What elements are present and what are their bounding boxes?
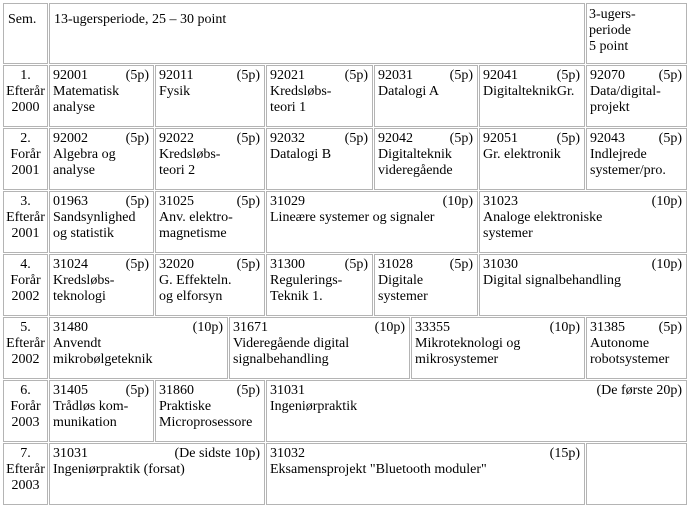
course-points: (5p): [344, 257, 368, 272]
semester-year: 2003: [11, 415, 40, 430]
course-points: (5p): [344, 68, 368, 83]
course-title-line-1: Anvendt: [53, 336, 102, 351]
course-title-line-1: Kredsløbs-: [53, 273, 115, 288]
course-title-line-1: Sandsynlighed: [53, 210, 136, 225]
header-13-week-label: 13-ugersperiode, 25 – 30 point: [54, 12, 227, 27]
course-title-line-2: systemer: [378, 289, 428, 304]
course-code: 31024: [53, 257, 88, 272]
semester-year: 2002: [11, 289, 40, 304]
course-title: [378, 84, 439, 100]
course-title-line-1: DigitalteknikGr.: [483, 84, 575, 99]
course-title: [159, 399, 252, 431]
course-cell: [586, 65, 687, 127]
course-code: 92043: [590, 131, 625, 146]
course-code: 31031: [53, 446, 88, 461]
semester-label-cell: [3, 317, 48, 379]
course-cell: [49, 128, 154, 190]
semester-season: Forår: [10, 147, 41, 162]
header-3-week-period: [586, 3, 687, 64]
course-cell: [229, 317, 410, 379]
course-title-line-2: Microprosessore: [159, 415, 253, 430]
course-points: (10p): [374, 320, 405, 335]
course-cell: [49, 254, 154, 316]
course-title-line-1: G. Effekteln.: [159, 273, 232, 288]
semester-label-cell: [3, 254, 48, 316]
semester-number: 1.: [20, 68, 31, 83]
course-code: 31028: [378, 257, 413, 272]
course-cell: [155, 380, 265, 442]
course-title-line-1: Mikroteknologi og: [415, 336, 521, 351]
course-cell: [479, 128, 585, 190]
course-cell: [155, 65, 265, 127]
course-cell: [266, 191, 478, 253]
course-title: [378, 273, 428, 305]
semester-year: 2000: [11, 100, 40, 115]
semester-year: 2001: [11, 163, 40, 178]
course-title-line-2: magnetisme: [159, 226, 227, 241]
semester-label-cell: [3, 380, 48, 442]
course-title-line-1: Ingeniørpraktik (forsat): [53, 462, 185, 477]
course-title-line-1: Trådløs kom-: [53, 399, 129, 414]
course-code: 92002: [53, 131, 88, 146]
semester-year: 2001: [11, 226, 40, 241]
course-points: (5p): [449, 131, 473, 146]
course-code: 92070: [590, 68, 625, 83]
semester-year: 2003: [11, 478, 40, 493]
course-cell: [155, 128, 265, 190]
course-points: (15p): [549, 446, 580, 461]
course-title-line-1: Analoge elektroniske: [483, 210, 603, 225]
course-title-line-1: Kredsløbs-: [159, 147, 221, 162]
course-points: (5p): [236, 131, 260, 146]
course-points: (10p): [651, 257, 682, 272]
course-title: [53, 147, 116, 179]
course-title-line-1: Digitale: [378, 273, 424, 288]
semester-number: 7.: [20, 446, 31, 461]
course-title: [270, 210, 434, 226]
header-semester-label: Sem.: [8, 12, 37, 27]
course-points: (10p): [192, 320, 223, 335]
course-code: 92032: [270, 131, 305, 146]
course-title: [270, 84, 331, 116]
course-cell: [266, 443, 585, 505]
course-title-line-1: Lineære systemer og signaler: [270, 210, 435, 225]
course-code: 92021: [270, 68, 305, 83]
course-code: 31025: [159, 194, 194, 209]
course-code: 92001: [53, 68, 88, 83]
course-title: [53, 273, 114, 305]
course-title: [270, 399, 357, 415]
course-cell: [586, 128, 687, 190]
course-points: (5p): [125, 194, 149, 209]
course-cell: [49, 65, 154, 127]
course-code: 33355: [415, 320, 450, 335]
course-title-line-1: Ingeniørpraktik: [270, 399, 358, 414]
semester-season: Efterår: [6, 336, 45, 351]
course-cell: [49, 191, 154, 253]
course-cell: [266, 254, 373, 316]
semester-number: 5.: [20, 320, 31, 335]
course-points: (5p): [236, 194, 260, 209]
course-title: [53, 336, 153, 368]
course-title-line-2: robotsystemer: [590, 352, 670, 367]
course-code: 92041: [483, 68, 518, 83]
header-3-week-line: 3-ugers-: [589, 7, 636, 22]
course-title-line-2: og statistik: [53, 226, 115, 241]
course-title-line-2: teori 1: [270, 100, 307, 115]
course-title-line-2: analyse: [53, 163, 95, 178]
header-3-week-line: periode: [589, 23, 631, 38]
course-title-line-1: Praktiske: [159, 399, 212, 414]
course-title-line-1: Matematisk: [53, 84, 120, 99]
course-title: [159, 147, 220, 179]
course-title-line-2: systemer/pro.: [590, 163, 666, 178]
course-cell: [266, 65, 373, 127]
course-title: [53, 210, 135, 242]
course-title: [483, 210, 602, 242]
course-code: 31385: [590, 320, 625, 335]
course-title: [233, 336, 349, 368]
course-code: 32020: [159, 257, 194, 272]
course-points: (5p): [658, 68, 682, 83]
course-points: (10p): [651, 194, 682, 209]
course-points: (5p): [125, 383, 149, 398]
course-title-line-2: projekt: [590, 100, 630, 115]
course-cell: [479, 191, 687, 253]
course-title-line-1: Algebra og: [53, 147, 116, 162]
course-points: (5p): [236, 257, 260, 272]
course-cell: [374, 65, 478, 127]
course-title: [378, 147, 453, 179]
course-code: 31031: [270, 383, 305, 398]
course-cell: [266, 128, 373, 190]
course-code: 31671: [233, 320, 268, 335]
course-cell: [49, 380, 154, 442]
course-cell: [155, 191, 265, 253]
course-title-line-2: analyse: [53, 100, 95, 115]
course-title-line-1: Anv. elektro-: [159, 210, 233, 225]
course-title-line-2: mikrobølgeteknik: [53, 352, 153, 367]
course-title-line-1: Videregående digital: [233, 336, 350, 351]
course-title-line-2: og elforsyn: [159, 289, 223, 304]
course-cell: [374, 254, 478, 316]
course-title-line-2: munikation: [53, 415, 117, 430]
header-semester-cell: [3, 3, 48, 64]
course-code: 31032: [270, 446, 305, 461]
course-title-line-1: Digital signalbehandling: [483, 273, 622, 288]
course-title: [415, 336, 520, 368]
course-title-line-2: teori 2: [159, 163, 196, 178]
course-title: [53, 462, 185, 478]
course-title-line-1: Indlejrede: [590, 147, 647, 162]
course-code: 92042: [378, 131, 413, 146]
course-code: 01963: [53, 194, 88, 209]
course-code: 31023: [483, 194, 518, 209]
semester-number: 3.: [20, 194, 31, 209]
semester-season: Efterår: [6, 462, 45, 477]
course-points: (5p): [449, 68, 473, 83]
course-cell: [586, 443, 687, 505]
course-points: (5p): [556, 68, 580, 83]
semester-label-cell: [3, 65, 48, 127]
semester-year: 2002: [11, 352, 40, 367]
course-title-line-2: Teknik 1.: [270, 289, 323, 304]
course-cell: [155, 254, 265, 316]
course-code: 31029: [270, 194, 305, 209]
header-13-week-period: [49, 3, 585, 64]
course-title-line-1: Datalogi B: [270, 147, 332, 162]
course-title-line-1: Eksamensprojekt "Bluetooth moduler": [270, 462, 487, 477]
course-points: (De første 20p): [596, 383, 682, 398]
course-title-line-2: videregående: [378, 163, 453, 178]
semester-season: Forår: [10, 273, 41, 288]
course-code: 92031: [378, 68, 413, 83]
header-3-week-line: 5 point: [589, 39, 629, 54]
course-title-line-1: Gr. elektronik: [483, 147, 561, 162]
course-points: (De sidste 10p): [174, 446, 260, 461]
course-title: [483, 84, 574, 100]
course-title: [270, 147, 331, 163]
course-points: (5p): [556, 131, 580, 146]
semester-number: 6.: [20, 383, 31, 398]
course-points: (5p): [236, 383, 260, 398]
course-title: [270, 462, 487, 478]
course-title: [53, 84, 119, 116]
course-points: (5p): [344, 131, 368, 146]
course-title-line-1: Kredsløbs-: [270, 84, 332, 99]
course-title: [590, 336, 669, 368]
course-cell: [411, 317, 585, 379]
course-cell: [479, 65, 585, 127]
semester-label-cell: [3, 191, 48, 253]
course-title: [590, 147, 666, 179]
course-title-line-1: Autonome: [590, 336, 650, 351]
course-title: [590, 84, 661, 116]
course-points: (5p): [125, 68, 149, 83]
course-cell: [266, 380, 687, 442]
course-title: [159, 210, 233, 242]
course-title: [483, 273, 621, 289]
course-title-line-1: Digitalteknik: [378, 147, 452, 162]
semester-season: Efterår: [6, 210, 45, 225]
course-points: (5p): [125, 257, 149, 272]
course-cell: [49, 443, 265, 505]
course-title-line-2: signalbehandling: [233, 352, 329, 367]
course-code: 31860: [159, 383, 194, 398]
course-points: (5p): [658, 320, 682, 335]
semester-number: 2.: [20, 131, 31, 146]
course-points: (5p): [236, 68, 260, 83]
course-title: [159, 273, 231, 305]
course-title-line-1: Datalogi A: [378, 84, 440, 99]
semester-label-cell: [3, 128, 48, 190]
course-code: 31405: [53, 383, 88, 398]
course-title-line-1: Data/digital-: [590, 84, 661, 99]
course-cell: [479, 254, 687, 316]
course-code: 31480: [53, 320, 88, 335]
semester-season: Forår: [10, 399, 41, 414]
semester-label-cell: [3, 443, 48, 505]
course-title-line-2: systemer: [483, 226, 533, 241]
course-code: 92051: [483, 131, 518, 146]
semester-season: Efterår: [6, 84, 45, 99]
course-points: (5p): [449, 257, 473, 272]
course-code: 92011: [159, 68, 194, 83]
course-title-line-1: Fysik: [159, 84, 191, 99]
course-points: (10p): [442, 194, 473, 209]
course-title: [53, 399, 128, 431]
course-cell: [49, 317, 228, 379]
course-title-line-1: Regulerings-: [270, 273, 343, 288]
course-code: 31030: [483, 257, 518, 272]
course-code: 31300: [270, 257, 305, 272]
course-title: [270, 273, 342, 305]
course-code: 92022: [159, 131, 194, 146]
course-title-line-2: mikrosystemer: [415, 352, 499, 367]
semester-number: 4.: [20, 257, 31, 272]
course-cell: [374, 128, 478, 190]
course-title-line-2: teknologi: [53, 289, 106, 304]
course-title: [159, 84, 190, 100]
course-points: (5p): [658, 131, 682, 146]
course-cell: [586, 317, 687, 379]
course-points: (10p): [549, 320, 580, 335]
course-title: [483, 147, 561, 163]
course-points: (5p): [125, 131, 149, 146]
